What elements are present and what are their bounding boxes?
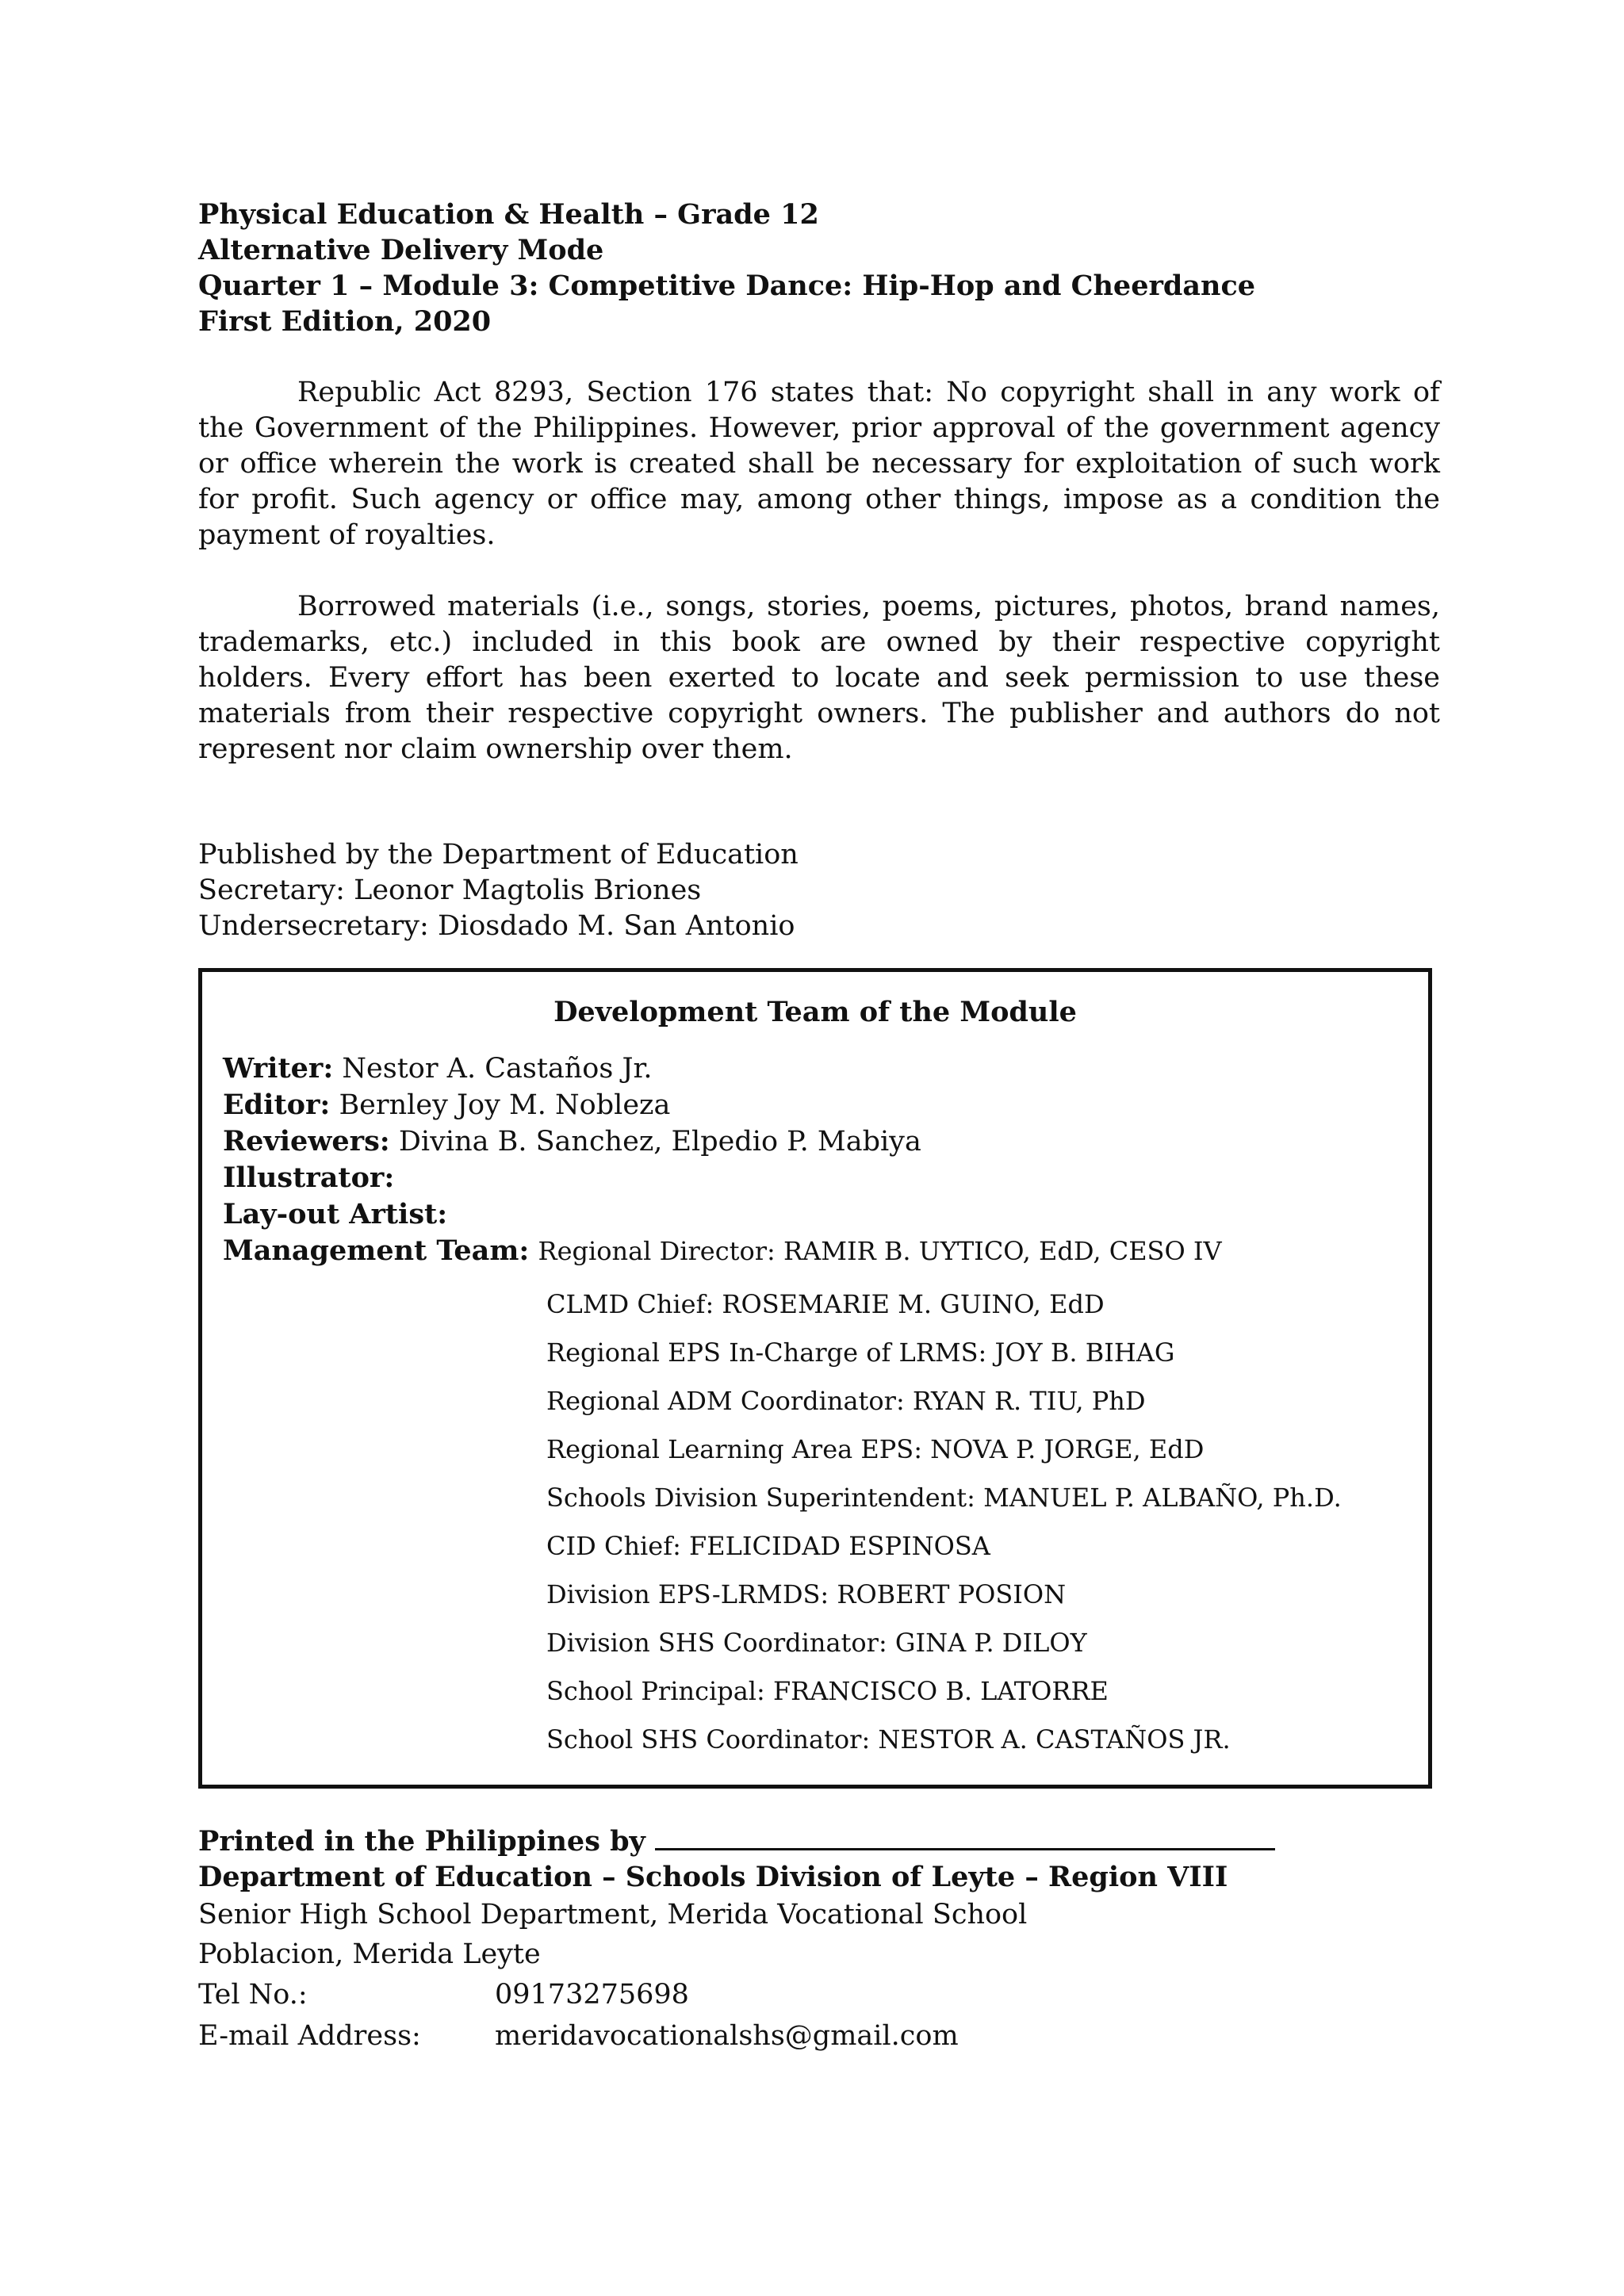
writer-label: Writer: xyxy=(223,1052,334,1085)
reviewers-names: Divina B. Sanchez, Elpedio P. Mabiya xyxy=(389,1126,921,1158)
management-team-label: Management Team: xyxy=(223,1234,530,1267)
reviewers-label: Reviewers: xyxy=(223,1125,390,1158)
illustrator-label: Illustrator: xyxy=(223,1161,395,1194)
management-member: Regional Director: RAMIR B. UYTICO, EdD, CESO IV xyxy=(538,1236,1222,1266)
email-label: E-mail Address: xyxy=(198,2020,421,2052)
email-line xyxy=(198,2015,1440,2057)
copyright-paragraph: Republic Act 8293, Section 176 states that: No copyright shall in any work of the Government of the Philippines. However, prior approval of the government agency or office wherein the work is created shall be necessary for exploitation of such work for profit. Such agency or office may, among other things, impose as a condition the payment of royalties. xyxy=(198,377,1440,551)
undersecretary: Undersecretary: Diosdado M. San Antonio xyxy=(198,910,795,942)
edition: First Edition, 2020 xyxy=(198,305,492,338)
copyright-page xyxy=(198,197,1440,2057)
printed-by-label: Printed in the Philippines by xyxy=(198,1825,656,1858)
management-member: Schools Division Superintendent: MANUEL P. ALBAÑO, Ph.D. xyxy=(546,1483,1342,1513)
editor-line xyxy=(223,1087,1428,1123)
printed-by-block xyxy=(198,1823,1440,2057)
telephone-number: 09173275698 xyxy=(495,1979,689,2011)
editor-label: Editor: xyxy=(223,1089,331,1121)
publisher-block xyxy=(198,837,1440,944)
reviewers-line xyxy=(223,1123,1428,1160)
management-member: School Principal: FRANCISCO B. LATORRE xyxy=(546,1676,1109,1706)
management-member: Division EPS-LRMDS: ROBERT POSION xyxy=(546,1579,1067,1609)
management-member: CLMD Chief: ROSEMARIE M. GUINO, EdD xyxy=(546,1289,1105,1319)
borrowed-materials-paragraph: Borrowed materials (i.e., songs, stories, poems, pictures, photos, brand names, trademarks, etc.) included in this book are owned by their respective copyright holders. Every effort has been exerted to locate and seek permission to use these materials from their respective copyright owners. The publisher and authors do not represent nor claim ownership over them. xyxy=(198,591,1440,765)
address-line-1: Senior High School Department, Merida Vocational School xyxy=(198,1899,1028,1931)
printer-blank-line xyxy=(655,1824,1275,1850)
management-member: CID Chief: FELICIDAD ESPINOSA xyxy=(546,1531,990,1561)
secretary: Secretary: Leonor Magtolis Briones xyxy=(198,874,702,906)
delivery-mode: Alternative Delivery Mode xyxy=(198,234,604,266)
writer-name: Nestor A. Castaños Jr. xyxy=(333,1053,653,1085)
management-member: Division SHS Coordinator: GINA P. DILOY xyxy=(546,1628,1087,1658)
layout-artist-label: Lay-out Artist: xyxy=(223,1198,448,1230)
address-line-2: Poblacion, Merida Leyte xyxy=(198,1938,541,1970)
dev-team-title: Development Team of the Module xyxy=(553,996,1077,1028)
management-member: Regional EPS In-Charge of LRMS: JOY B. BIHAG xyxy=(546,1337,1175,1368)
department-line: Department of Education – Schools Division of Leyte – Region VIII xyxy=(198,1861,1228,1893)
illustrator-line xyxy=(223,1160,1428,1196)
management-team-list xyxy=(546,1280,1428,1764)
printed-by-line xyxy=(198,1823,1440,1859)
telephone-line xyxy=(198,1974,1440,2015)
module-header xyxy=(198,197,1440,339)
management-member: Regional Learning Area EPS: NOVA P. JORGE, EdD xyxy=(546,1434,1205,1464)
development-team-box xyxy=(198,968,1432,1789)
management-team-line xyxy=(223,1233,1428,1269)
writer-line xyxy=(223,1050,1428,1087)
management-member: School SHS Coordinator: NESTOR A. CASTAÑOS JR. xyxy=(546,1724,1231,1755)
module-title: Quarter 1 – Module 3: Competitive Dance: Hip-Hop and Cheerdance xyxy=(198,270,1256,302)
editor-name: Bernley Joy M. Nobleza xyxy=(330,1089,671,1121)
layout-artist-line xyxy=(223,1196,1428,1233)
published-by: Published by the Department of Education xyxy=(198,839,799,871)
email-address: meridavocationalshs@gmail.com xyxy=(495,2020,959,2052)
management-member: Regional ADM Coordinator: RYAN R. TIU, PhD xyxy=(546,1386,1146,1416)
subject-title: Physical Education & Health – Grade 12 xyxy=(198,198,819,231)
telephone-label: Tel No.: xyxy=(198,1979,308,2011)
